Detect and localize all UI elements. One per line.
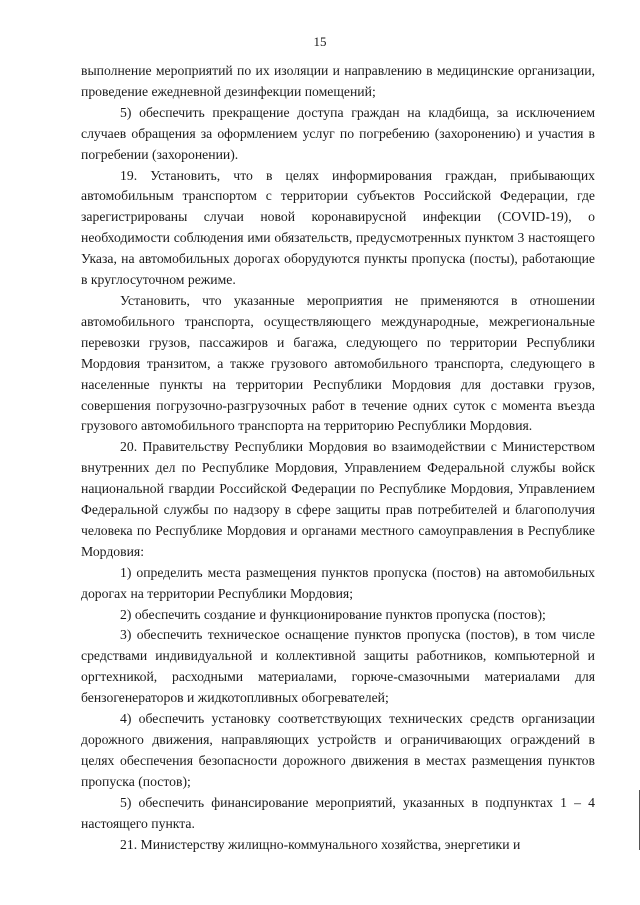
- paragraph-20-item-1: 1) определить места размещения пунктов пропуска (постов) на автомобильных дорогах на территории Республики Мордовия;: [81, 564, 595, 601]
- document-body: [81, 61, 595, 855]
- paragraph-20: 20. Правительству Республики Мордовия во взаимодействии с Министерством внутренних дел по Республике Мордовия, Управлением Федеральной службы войск национальной гвардии Российской Федерации по Республике Мордовия, Управлением Федеральной службы по надзору в сфере защиты прав потребителей и благополучия человека по Республике Мордовия и органами местного самоуправления в Республике Мордовия:: [81, 439, 595, 559]
- paragraph-19: 19. Установить, что в целях информирования граждан, прибывающих автомобильным транспортом с территории субъектов Российской Федерации, где зарегистрированы случаи новой коронавирусной инфекции (COVID-19), о необходимости соблюдения ими обязательств, предусмотренных пунктом 3 настоящего Указа, на автомобильных дорогах оборудуются пункты пропуска (посты), работающие в круглосуточном режиме.: [81, 167, 595, 288]
- paragraph-19-exceptions: Установить, что указанные мероприятия не применяются в отношении автомобильного транспорта, осуществляющего международные, межрегиональные перевозки грузов, пассажиров и багажа, следующего по территории Республики Мордовия транзитом, а также грузового автомобильного транспорта, следующего в населенные пункты на территории Республики Мордовия для доставки грузов, совершения погрузочно-разгрузочных работ в течение одних суток с момента въезда грузового автомобильного транспорта на территорию Республики Мордовия.: [81, 292, 595, 434]
- page-number: 15: [313, 34, 327, 49]
- paragraph-20-item-2: 2) обеспечить создание и функционирование пунктов пропуска (постов);: [120, 606, 546, 622]
- paragraph-continuation: выполнение мероприятий по их изоляции и направлению в медицинские организации, проведение ежедневной дезинфекции помещений;: [81, 63, 595, 99]
- paragraph-20-item-4: 4) обеспечить установку соответствующих технических средств организации дорожного движения, направляющих устройств и ограничивающих ограждений в целях обеспечения безопасности дорожного движения в местах размещения пунктов пропуска (постов);: [81, 711, 595, 789]
- paragraph-20-item-5: 5) обеспечить финансирование мероприятий, указанных в подпунктах 1 – 4 настоящего пункта.: [81, 794, 595, 831]
- paragraph-20-item-3: 3) обеспечить техническое оснащение пунктов пропуска (постов), в том числе средствами индивидуальной и коллективной защиты работников, компьютерной и оргтехникой, расходными материалами, горюче-смазочными материалами для бензогенераторов и жидкотопливных обогревателей;: [81, 627, 595, 706]
- paragraph-item-5-cemeteries: 5) обеспечить прекращение доступа граждан на кладбища, за исключением случаев обращения за оформлением услуг по погребению (захоронению) и участия в погребении (захоронении).: [81, 104, 595, 162]
- paragraph-21: 21. Министерству жилищно-коммунального хозяйства, энергетики и: [120, 836, 521, 852]
